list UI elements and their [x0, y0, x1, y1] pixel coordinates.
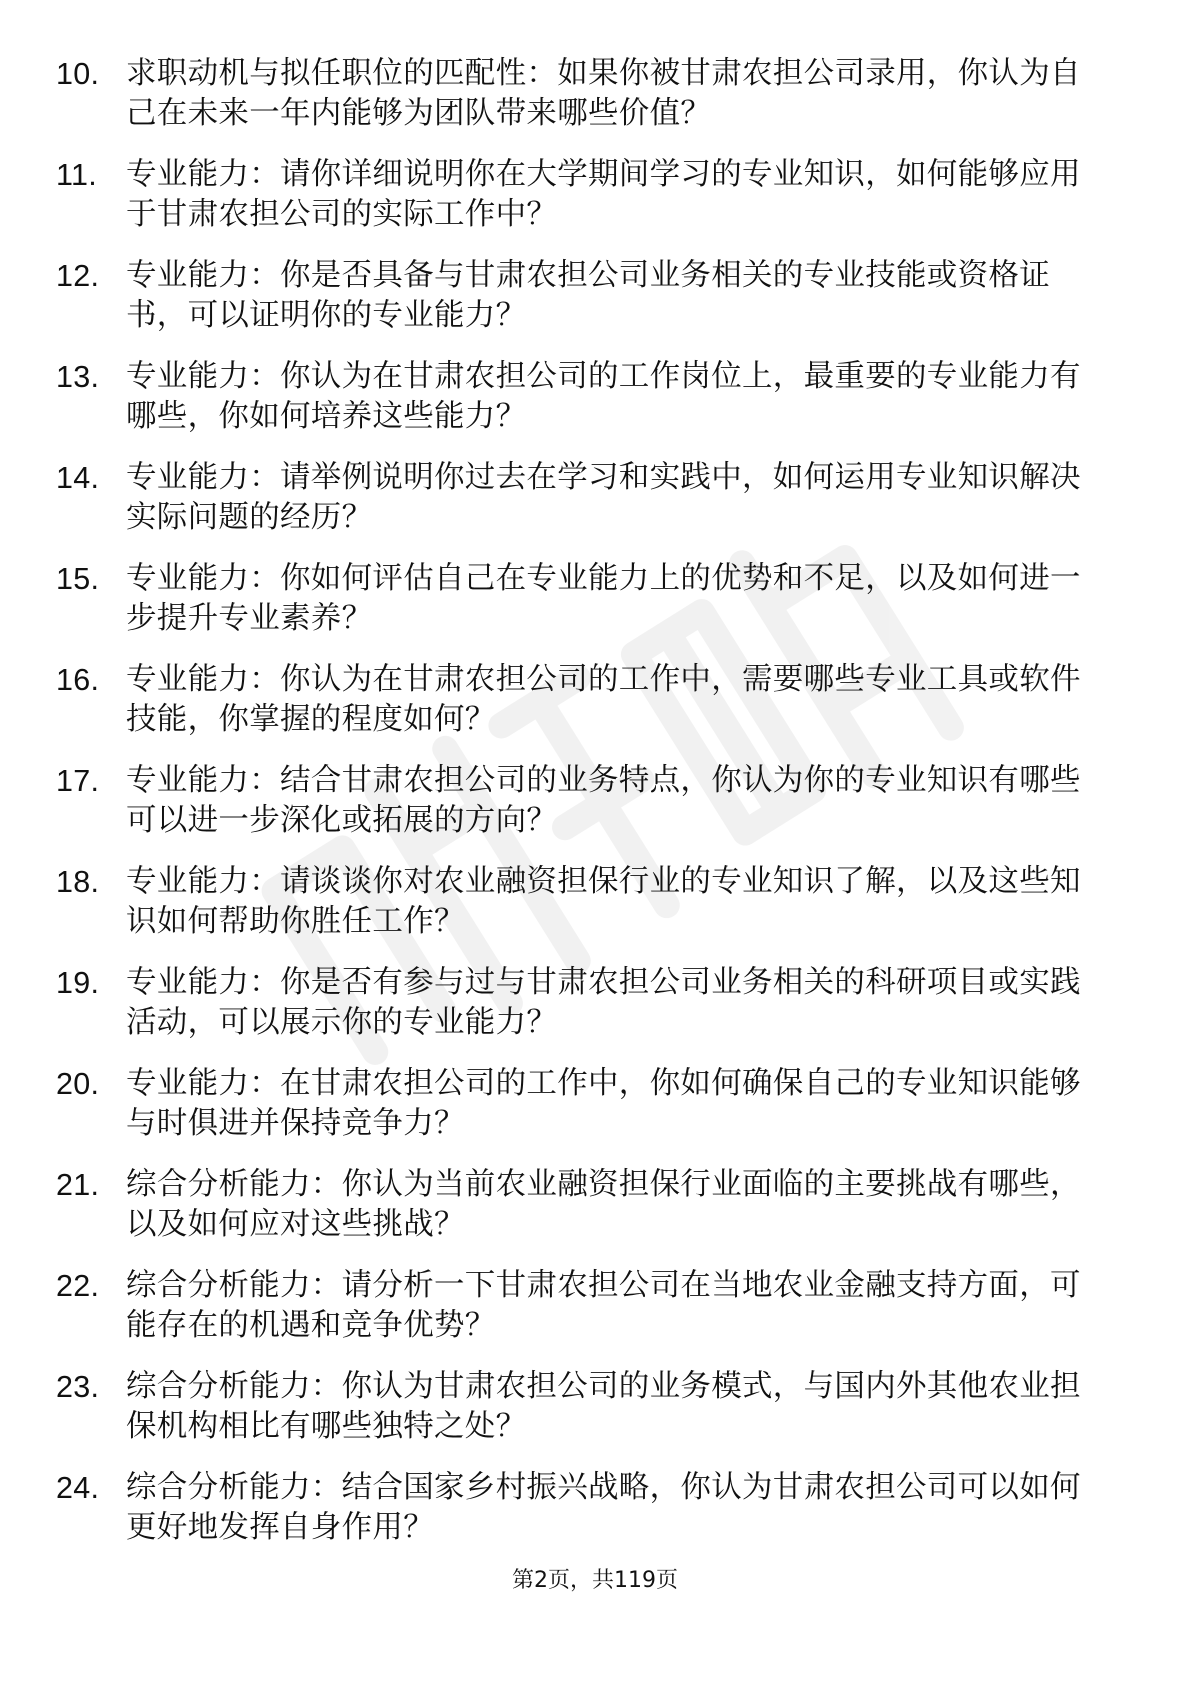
question-number: 16.: [56, 663, 100, 697]
question-text: 综合分析能力：请分析一下甘肃农担公司在当地农业金融支持方面，可能存在的机遇和竞争优势？: [126, 1268, 1081, 1343]
question-text: 专业能力：结合甘肃农担公司的业务特点，你认为你的专业知识有哪些可以进一步深化或拓展的方向？: [126, 763, 1081, 838]
question-item: [56, 1064, 1106, 1144]
page-footer: 第2页，共119页: [512, 1568, 678, 1593]
question-number: 11.: [56, 158, 98, 192]
question-item: [56, 862, 1106, 942]
question-item: [56, 458, 1106, 538]
question-item: [56, 1266, 1106, 1346]
question-item: [56, 963, 1106, 1043]
question-text: 专业能力：在甘肃农担公司的工作中，你如何确保自己的专业知识能够与时俱进并保持竞争力？: [126, 1066, 1081, 1141]
question-list: [56, 54, 1106, 1569]
question-item: [56, 256, 1106, 336]
question-text: 专业能力：你是否有参与过与甘肃农担公司业务相关的科研项目或实践活动，可以展示你的专业能力？: [126, 965, 1081, 1040]
question-text: 综合分析能力：结合国家乡村振兴战略，你认为甘肃农担公司可以如何更好地发挥自身作用？: [126, 1470, 1081, 1545]
question-text: 专业能力：你认为在甘肃农担公司的工作岗位上，最重要的专业能力有哪些，你如何培养这些能力？: [126, 359, 1081, 434]
question-number: 12.: [56, 259, 100, 293]
question-text: 专业能力：请你详细说明你在大学期间学习的专业知识，如何能够应用于甘肃农担公司的实际工作中？: [126, 157, 1081, 232]
question-item: [56, 54, 1106, 134]
question-number: 22.: [56, 1269, 100, 1303]
question-number: 20.: [56, 1067, 100, 1101]
question-item: [56, 1165, 1106, 1245]
question-text: 专业能力：你是否具备与甘肃农担公司业务相关的专业技能或资格证书，可以证明你的专业能力？: [126, 258, 1050, 333]
question-item: [56, 660, 1106, 740]
question-number: 24.: [56, 1471, 100, 1505]
question-text: 专业能力：请举例说明你过去在学习和实践中，如何运用专业知识解决实际问题的经历？: [126, 460, 1081, 535]
question-number: 23.: [56, 1370, 100, 1404]
question-text: 综合分析能力：你认为当前农业融资担保行业面临的主要挑战有哪些，以及如何应对这些挑战？: [126, 1167, 1081, 1242]
question-number: 14.: [56, 461, 100, 495]
question-number: 19.: [56, 966, 100, 1000]
question-number: 18.: [56, 865, 100, 899]
question-text: 专业能力：你如何评估自己在专业能力上的优势和不足，以及如何进一步提升专业素养？: [126, 561, 1081, 636]
question-item: [56, 1367, 1106, 1447]
question-number: 17.: [56, 764, 100, 798]
question-item: [56, 357, 1106, 437]
question-number: 13.: [56, 360, 100, 394]
question-text: 专业能力：请谈谈你对农业融资担保行业的专业知识了解，以及这些知识如何帮助你胜任工作？: [126, 864, 1081, 939]
question-number: 21.: [56, 1168, 100, 1202]
question-item: [56, 1468, 1106, 1548]
question-text: 求职动机与拟任职位的匹配性：如果你被甘肃农担公司录用，你认为自己在未来一年内能够为团队带来哪些价值？: [126, 56, 1081, 131]
question-item: [56, 761, 1106, 841]
question-item: [56, 559, 1106, 639]
question-number: 10.: [56, 57, 100, 91]
question-item: [56, 155, 1106, 235]
question-number: 15.: [56, 562, 100, 596]
question-text: 专业能力：你认为在甘肃农担公司的工作中，需要哪些专业工具或软件技能，你掌握的程度如何？: [126, 662, 1081, 737]
question-text: 综合分析能力：你认为甘肃农担公司的业务模式，与国内外其他农业担保机构相比有哪些独特之处？: [126, 1369, 1081, 1444]
